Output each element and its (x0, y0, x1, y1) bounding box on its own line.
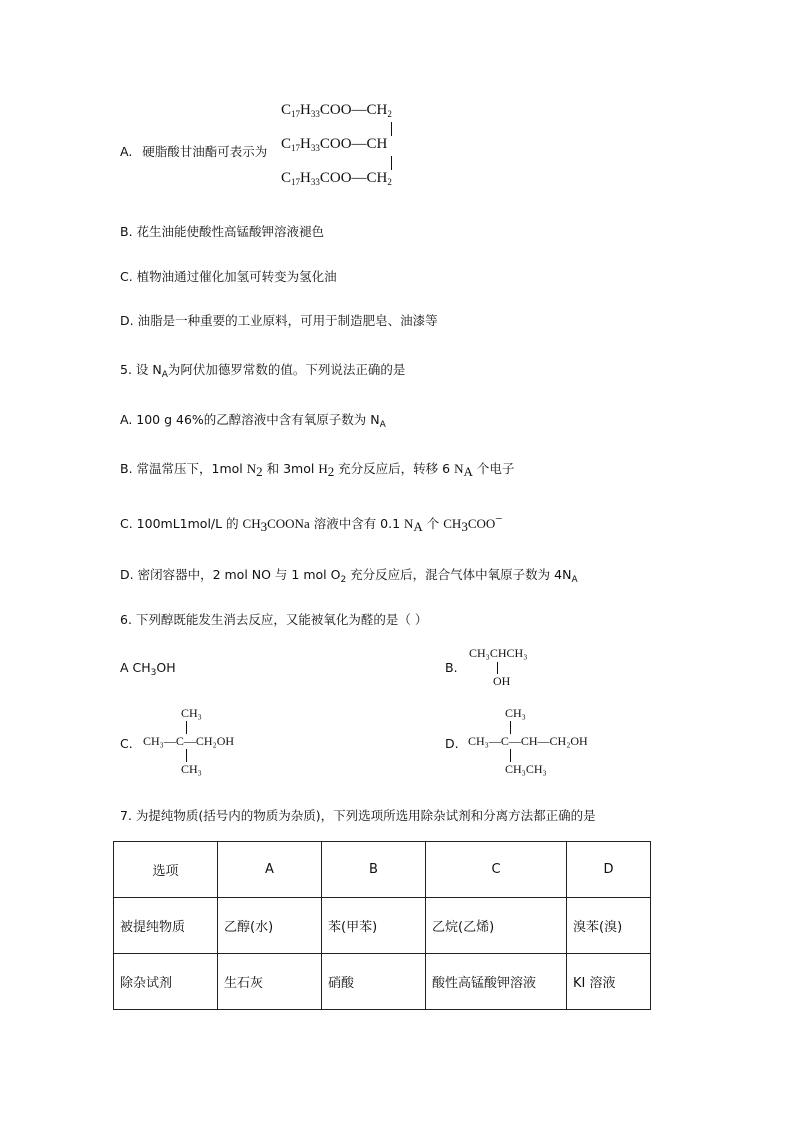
bond-line-1 (391, 122, 392, 136)
table-header-cell: B (322, 842, 426, 898)
q6-option-d-structure (468, 706, 618, 776)
q5-option-d: D. 密闭容器中，2 mol NO 与 1 mol $O_2$ 充分反应后，混合气体中氧原子数为 $4N_A$ (120, 567, 578, 585)
formula-row-1: $C_{17}H_{33}COO—CH_2$ (281, 102, 392, 119)
q5-option-a: A. 100 g 46%的乙醇溶液中含有氧原子数为 $N_A$ (120, 412, 386, 430)
q4-option-a-label: A. (120, 144, 133, 159)
q4-option-a (120, 142, 267, 160)
q5-stem: 5. 设 $N_A$为阿伏加德罗常数的值。下列说法正确的是 (120, 362, 406, 380)
bond-line-2 (391, 156, 392, 170)
table-cell: 溴苯(溴) (567, 898, 651, 954)
structure-c-bond-top (186, 721, 187, 734)
ester-structure-formula (281, 100, 431, 196)
table-header-cell: A (218, 842, 322, 898)
q5-option-c: C. 100mL1mol/L 的 $CH_3COONa$ 溶液中含有 0.1 $N_A$ 个 $CH_3COO^-$ (120, 510, 503, 534)
table-header-cell: D (567, 842, 651, 898)
table-cell: KI 溶液 (567, 954, 651, 1010)
formula-row-2: $C_{17}H_{33}COO—CH$ (281, 136, 388, 153)
table-cell: 酸性高锰酸钾溶液 (426, 954, 567, 1010)
structure-b-bond (497, 662, 498, 674)
table-header-cell: C (426, 842, 567, 898)
q4-option-c: C. 植物油通过催化加氢可转变为氢化油 (120, 269, 337, 284)
q6-option-b-structure (469, 646, 559, 690)
structure-d-bond-top (510, 721, 511, 734)
structure-d-bottom: CH₃CH₃ (505, 762, 547, 776)
structure-c-top: CH₃ (181, 706, 202, 720)
table-header-cell: 选项 (114, 842, 218, 898)
table-header-row (114, 842, 651, 898)
table-cell: 硝酸 (322, 954, 426, 1010)
q6-stem: 6. 下列醇既能发生消去反应，又能被氧化为醛的是（ ） (120, 612, 428, 627)
table-row (114, 954, 651, 1010)
formula-row-3: $C_{17}H_{33}COO—CH_2$ (281, 170, 392, 187)
structure-d-mid: CH₃—C—CH—CH₂OH (468, 734, 588, 748)
table-cell: 乙醇(水) (218, 898, 322, 954)
table-row (114, 898, 651, 954)
structure-b-bottom: OH (493, 674, 511, 688)
table-cell: 被提纯物质 (114, 898, 218, 954)
table-cell: 生石灰 (218, 954, 322, 1010)
structure-c-bottom: CH₃ (181, 762, 202, 776)
table-cell: 苯(甲苯) (322, 898, 426, 954)
q6-option-c-label: C. (120, 736, 133, 751)
q4-option-a-text: 硬脂酸甘油酯可表示为 (142, 144, 268, 159)
table-cell: 除杂试剂 (114, 954, 218, 1010)
purification-table (113, 841, 651, 1010)
table-cell: 乙烷(乙烯) (426, 898, 567, 954)
q6-option-a: A $CH_3OH$ (120, 660, 176, 678)
q7-stem: 7. 为提纯物质(括号内的物质为杂质)，下列选项所选用除杂试剂和分离方法都正确的是 (120, 808, 596, 823)
q5-option-b: B. 常温常压下，1mol $N_2$ 和 3mol $H_2$ 充分反应后，转移 6 $N_A$ 个电子 (120, 461, 515, 479)
q6-option-c-structure (143, 706, 263, 776)
structure-c-mid: CH₃—C—CH₂OH (143, 734, 235, 748)
structure-c-bond-bottom (186, 749, 187, 762)
structure-b-top: CH₃CHCH₃ (469, 646, 528, 660)
q6-option-d-label: D. (445, 736, 459, 751)
structure-d-bond-bottom (510, 749, 511, 762)
q6-option-b-label: B. (445, 660, 458, 675)
structure-d-top: CH₃ (505, 706, 526, 720)
q4-option-b: B. 花生油能使酸性高锰酸钾溶液褪色 (120, 224, 325, 239)
q4-option-d: D. 油脂是一种重要的工业原料，可用于制造肥皂、油漆等 (120, 313, 438, 328)
